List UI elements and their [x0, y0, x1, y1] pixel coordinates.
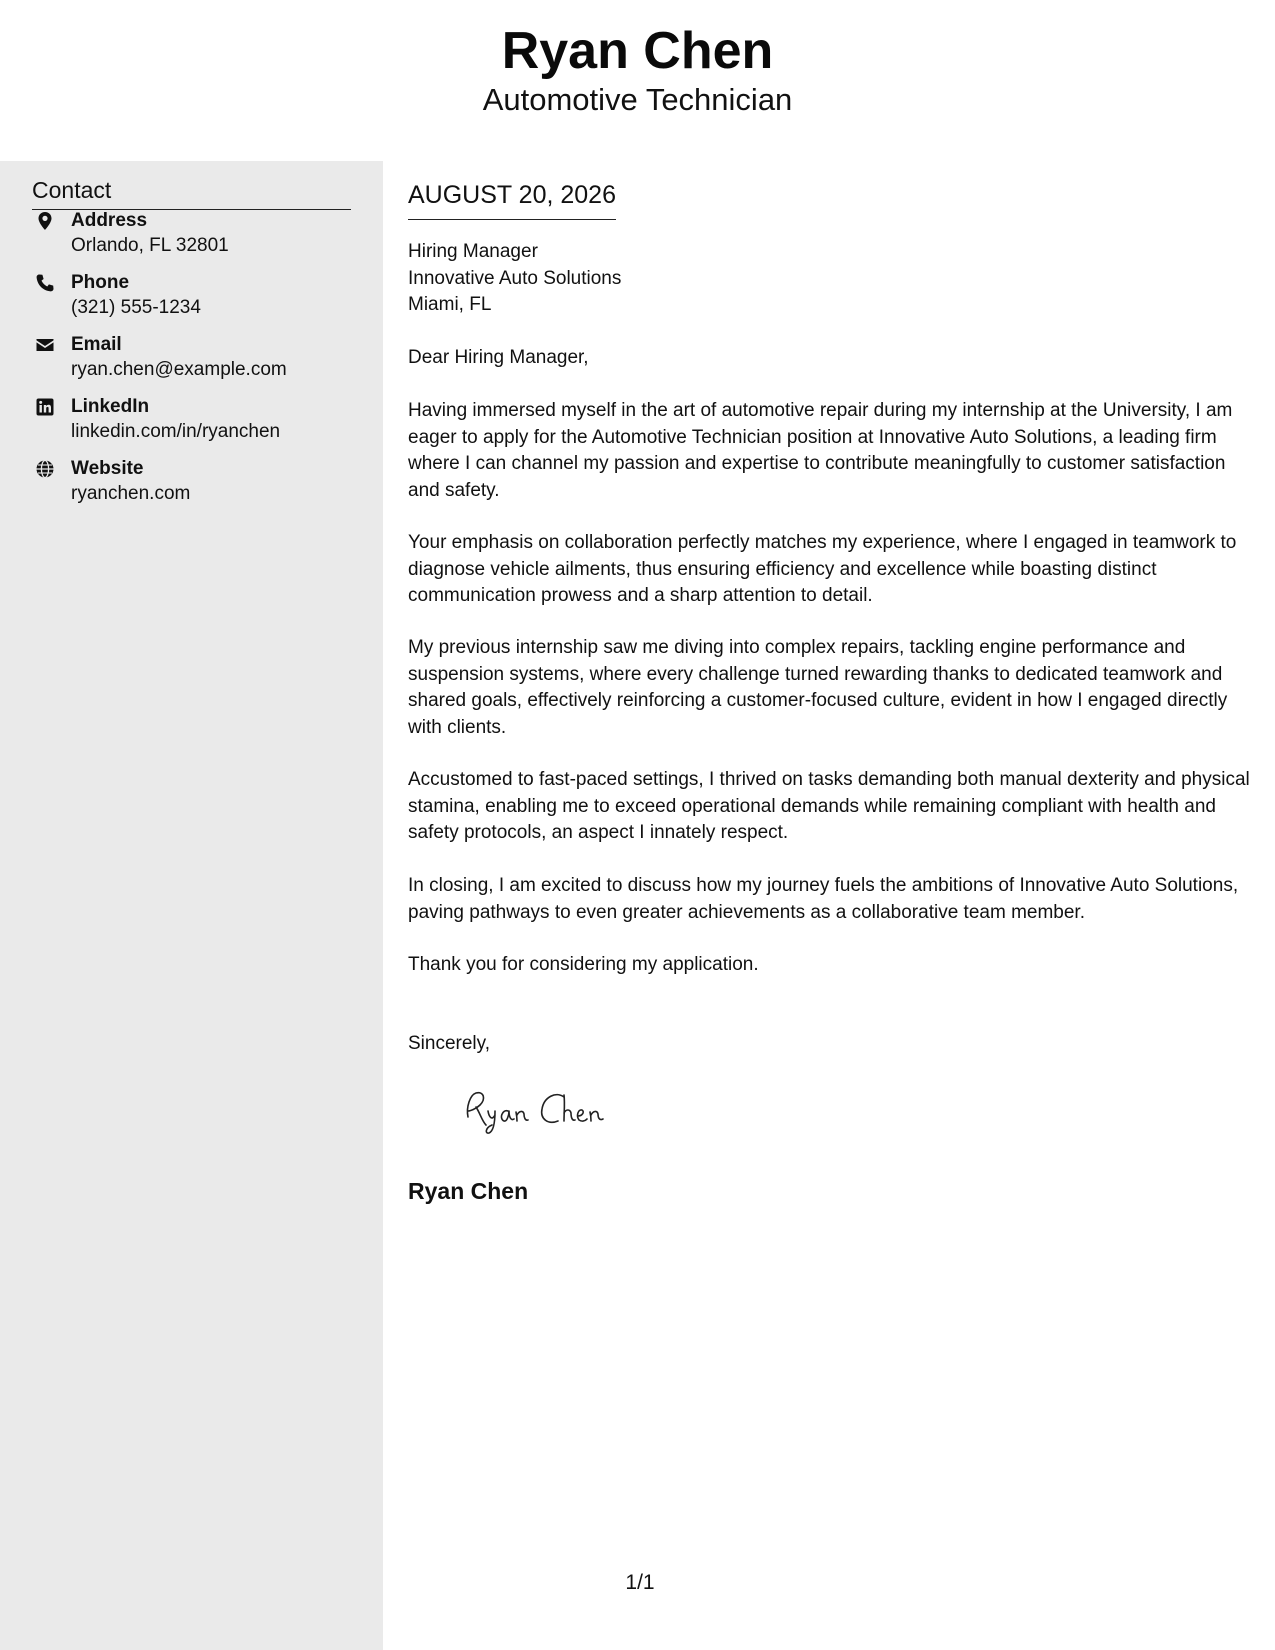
recipient-line: Hiring Manager	[408, 241, 538, 262]
body-paragraph: Thank you for considering my application.	[408, 954, 759, 975]
website-value[interactable]: ryanchen.com	[71, 483, 191, 504]
map-pin-icon	[35, 211, 55, 231]
contact-label: Phone	[71, 272, 130, 293]
address-value: Orlando, FL 32801	[71, 235, 229, 256]
contact-label: LinkedIn	[71, 396, 150, 417]
envelope-icon	[35, 335, 55, 355]
page-number: 1/1	[625, 1571, 655, 1594]
contact-item-website	[32, 457, 362, 513]
body-paragraph: Having immersed myself in the art of automotive repair during my internship at the University, I am eager to apply for the Automotive Technician position at Innovative Auto Solutions, a leading firm where I can channel my passion and expertise to contribute meaningfully to customer satisfaction and safety.	[408, 400, 1233, 501]
recipient-block	[408, 239, 621, 319]
handwritten-signature	[452, 1081, 632, 1137]
phone-value: (321) 555-1234	[71, 297, 201, 318]
page-header	[0, 0, 1275, 161]
globe-icon	[35, 459, 55, 479]
phone-icon	[35, 273, 55, 293]
letter-date: AUGUST 20, 2026	[408, 179, 616, 220]
body-paragraph: My previous internship saw me diving into complex repairs, tackling engine performance and suspension systems, where every challenge turned rewarding thanks to dedicated teamwork and shared goals, effectively reinforcing a customer-focused culture, evident in how I engaged directly with clients.	[408, 637, 1228, 738]
job-title: Automotive Technician	[482, 82, 793, 117]
salutation: Dear Hiring Manager,	[408, 347, 589, 368]
contact-item-phone	[32, 271, 362, 327]
body-paragraph: In closing, I am excited to discuss how my journey fuels the ambitions of Innovative Auto Solutions, paving pathways to even greater achievements as a collaborative team member.	[408, 875, 1239, 923]
contact-item-email	[32, 333, 362, 389]
candidate-name: Ryan Chen	[501, 22, 774, 80]
contact-heading: Contact	[32, 175, 351, 210]
recipient-line: Innovative Auto Solutions	[408, 267, 622, 289]
contact-label: Website	[71, 458, 144, 479]
contact-item-address	[32, 209, 362, 265]
contact-label: Email	[71, 334, 122, 355]
linkedin-value[interactable]: linkedin.com/in/ryanchen	[71, 421, 281, 442]
contact-label: Address	[71, 210, 148, 231]
closing: Sincerely,	[408, 1033, 491, 1054]
body-paragraph: Your emphasis on collaboration perfectly matches my experience, where I engaged in teamwork to diagnose vehicle ailments, thus ensuring efficiency and excellence while boasting distinct communication prowess and a sharp attention to detail.	[408, 532, 1237, 606]
email-value[interactable]: ryan.chen@example.com	[71, 359, 287, 380]
contact-item-linkedin	[32, 395, 362, 451]
linkedin-icon	[35, 397, 55, 417]
body-paragraph: Accustomed to fast-paced settings, I thrived on tasks demanding both manual dexterity and physical stamina, enabling me to exceed operational demands while remaining compliant with health and safety protocols, an aspect I innately respect.	[408, 769, 1250, 843]
letter-body	[408, 161, 1253, 1650]
signer-name: Ryan Chen	[408, 1178, 529, 1204]
contact-sidebar	[0, 161, 383, 1650]
recipient-line: Miami, FL	[408, 294, 492, 315]
